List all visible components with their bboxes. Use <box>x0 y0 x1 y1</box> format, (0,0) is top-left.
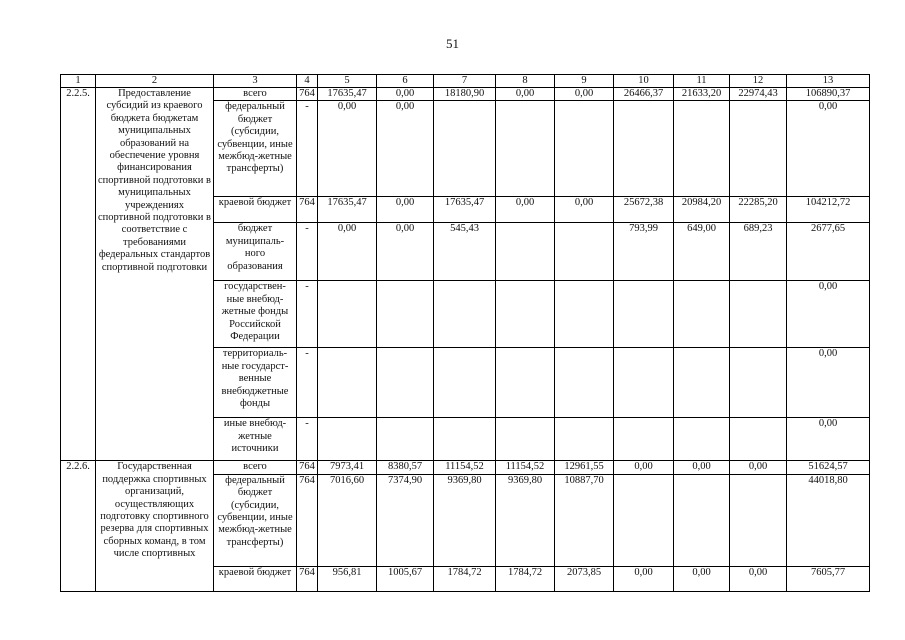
value-cell-col-5: 17635,47 <box>318 197 377 223</box>
value-cell-col-7: 17635,47 <box>434 197 496 223</box>
value-cell-col-6 <box>377 348 434 418</box>
funding-source: всего <box>214 88 297 101</box>
value-cell-col-8 <box>496 418 555 461</box>
funding-source: территориаль-ные государст-венные внебюджетные фонды <box>214 348 297 418</box>
value-cell-col-5: 0,00 <box>318 101 377 197</box>
value-cell-col-11: 0,00 <box>674 461 730 474</box>
value-cell-col-10 <box>614 101 674 197</box>
value-cell-col-5: 7016,60 <box>318 474 377 566</box>
value-cell-col-6: 0,00 <box>377 101 434 197</box>
value-cell-col-11 <box>674 418 730 461</box>
value-cell-col-7 <box>434 101 496 197</box>
value-cell-col-12 <box>730 474 787 566</box>
value-cell-col-11: 20984,20 <box>674 197 730 223</box>
value-cell-col-8: 9369,80 <box>496 474 555 566</box>
value-cell-col-7: 1784,72 <box>434 566 496 591</box>
value-cell-col-11: 0,00 <box>674 566 730 591</box>
value-cell-col-10 <box>614 348 674 418</box>
value-cell-col-9: 0,00 <box>555 197 614 223</box>
column-header-2: 2 <box>96 75 214 88</box>
item-name: Предоставление субсидий из краевого бюджета бюджетам муниципальных образований на обеспечение уровня финансирования спортивной подготовки в муниципальных учреждениях спортивной подготовки в соответствие с требованиями федеральных стандартов спортивной подготовки <box>96 88 214 461</box>
column-header-13: 13 <box>787 75 870 88</box>
value-cell-col-8 <box>496 101 555 197</box>
value-cell-col-12 <box>730 348 787 418</box>
value-cell-col-13: 104212,72 <box>787 197 870 223</box>
value-cell-col-9 <box>555 348 614 418</box>
value-cell-col-9: 0,00 <box>555 88 614 101</box>
value-cell-col-13: 106890,37 <box>787 88 870 101</box>
value-cell-col-12 <box>730 281 787 348</box>
funding-source: федеральный бюджет (субсидии, субвенции, иные межбюд-жетные трансферты) <box>214 101 297 197</box>
table-row <box>61 461 870 474</box>
value-cell-col-4: 764 <box>297 88 318 101</box>
page-number: 51 <box>446 36 459 51</box>
value-cell-col-8 <box>496 223 555 281</box>
value-cell-col-4: 764 <box>297 197 318 223</box>
value-cell-col-6 <box>377 281 434 348</box>
column-header-1: 1 <box>61 75 96 88</box>
value-cell-col-10: 0,00 <box>614 566 674 591</box>
value-cell-col-10: 26466,37 <box>614 88 674 101</box>
value-cell-col-10 <box>614 281 674 348</box>
column-header-10: 10 <box>614 75 674 88</box>
value-cell-col-6: 0,00 <box>377 88 434 101</box>
value-cell-col-11 <box>674 101 730 197</box>
value-cell-col-10 <box>614 418 674 461</box>
header-row <box>61 75 870 88</box>
value-cell-col-7: 9369,80 <box>434 474 496 566</box>
column-header-5: 5 <box>318 75 377 88</box>
value-cell-col-9 <box>555 101 614 197</box>
value-cell-col-12: 0,00 <box>730 566 787 591</box>
value-cell-col-4: - <box>297 101 318 197</box>
value-cell-col-5 <box>318 281 377 348</box>
table-row <box>61 88 870 101</box>
value-cell-col-12: 689,23 <box>730 223 787 281</box>
value-cell-col-11: 21633,20 <box>674 88 730 101</box>
value-cell-col-6: 0,00 <box>377 223 434 281</box>
value-cell-col-9: 2073,85 <box>555 566 614 591</box>
value-cell-col-9: 10887,70 <box>555 474 614 566</box>
value-cell-col-8 <box>496 281 555 348</box>
value-cell-col-7: 18180,90 <box>434 88 496 101</box>
value-cell-col-5: 7973,41 <box>318 461 377 474</box>
value-cell-col-13: 44018,80 <box>787 474 870 566</box>
value-cell-col-9: 12961,55 <box>555 461 614 474</box>
value-cell-col-8 <box>496 348 555 418</box>
value-cell-col-6: 8380,57 <box>377 461 434 474</box>
funding-source: федеральный бюджет (субсидии, субвенции, иные межбюд-жетные трансферты) <box>214 474 297 566</box>
funding-source: краевой бюджет <box>214 566 297 591</box>
budget-table <box>60 74 870 592</box>
value-cell-col-6: 0,00 <box>377 197 434 223</box>
column-header-9: 9 <box>555 75 614 88</box>
value-cell-col-4: - <box>297 418 318 461</box>
value-cell-col-13: 0,00 <box>787 418 870 461</box>
value-cell-col-13: 51624,57 <box>787 461 870 474</box>
value-cell-col-12: 0,00 <box>730 461 787 474</box>
value-cell-col-9 <box>555 223 614 281</box>
value-cell-col-6: 1005,67 <box>377 566 434 591</box>
value-cell-col-11 <box>674 348 730 418</box>
value-cell-col-12: 22974,43 <box>730 88 787 101</box>
column-header-3: 3 <box>214 75 297 88</box>
value-cell-col-4: 764 <box>297 474 318 566</box>
value-cell-col-13: 0,00 <box>787 348 870 418</box>
funding-source: краевой бюджет <box>214 197 297 223</box>
value-cell-col-10 <box>614 474 674 566</box>
item-name: Государственная поддержка спортивных организаций, осуществляющих подготовку спортивного резерва для спортивных сборных команд, в том числе спортивных <box>96 461 214 591</box>
value-cell-col-12 <box>730 418 787 461</box>
value-cell-col-12 <box>730 101 787 197</box>
value-cell-col-8: 0,00 <box>496 197 555 223</box>
funding-source: иные внебюд-жетные источники <box>214 418 297 461</box>
value-cell-col-13: 0,00 <box>787 281 870 348</box>
value-cell-col-4: 764 <box>297 566 318 591</box>
value-cell-col-7 <box>434 348 496 418</box>
value-cell-col-5: 956,81 <box>318 566 377 591</box>
value-cell-col-5: 17635,47 <box>318 88 377 101</box>
value-cell-col-4: - <box>297 281 318 348</box>
funding-source: всего <box>214 461 297 474</box>
funding-source: бюджет муниципаль-ного образования <box>214 223 297 281</box>
item-code: 2.2.6. <box>61 461 96 591</box>
value-cell-col-7: 11154,52 <box>434 461 496 474</box>
column-header-11: 11 <box>674 75 730 88</box>
column-header-7: 7 <box>434 75 496 88</box>
value-cell-col-11 <box>674 281 730 348</box>
funding-source: государствен-ные внебюд-жетные фонды Российской Федерации <box>214 281 297 348</box>
value-cell-col-11 <box>674 474 730 566</box>
value-cell-col-6 <box>377 418 434 461</box>
column-header-4: 4 <box>297 75 318 88</box>
item-code: 2.2.5. <box>61 88 96 461</box>
column-header-12: 12 <box>730 75 787 88</box>
value-cell-col-9 <box>555 418 614 461</box>
value-cell-col-7 <box>434 281 496 348</box>
value-cell-col-9 <box>555 281 614 348</box>
value-cell-col-7: 545,43 <box>434 223 496 281</box>
value-cell-col-5 <box>318 418 377 461</box>
value-cell-col-4: - <box>297 223 318 281</box>
value-cell-col-4: - <box>297 348 318 418</box>
value-cell-col-10: 793,99 <box>614 223 674 281</box>
value-cell-col-5: 0,00 <box>318 223 377 281</box>
value-cell-col-12: 22285,20 <box>730 197 787 223</box>
value-cell-col-10: 0,00 <box>614 461 674 474</box>
value-cell-col-13: 7605,77 <box>787 566 870 591</box>
value-cell-col-11: 649,00 <box>674 223 730 281</box>
value-cell-col-5 <box>318 348 377 418</box>
value-cell-col-6: 7374,90 <box>377 474 434 566</box>
value-cell-col-10: 25672,38 <box>614 197 674 223</box>
value-cell-col-7 <box>434 418 496 461</box>
column-header-8: 8 <box>496 75 555 88</box>
column-header-6: 6 <box>377 75 434 88</box>
value-cell-col-8: 1784,72 <box>496 566 555 591</box>
value-cell-col-13: 2677,65 <box>787 223 870 281</box>
value-cell-col-13: 0,00 <box>787 101 870 197</box>
value-cell-col-8: 0,00 <box>496 88 555 101</box>
value-cell-col-8: 11154,52 <box>496 461 555 474</box>
value-cell-col-4: 764 <box>297 461 318 474</box>
